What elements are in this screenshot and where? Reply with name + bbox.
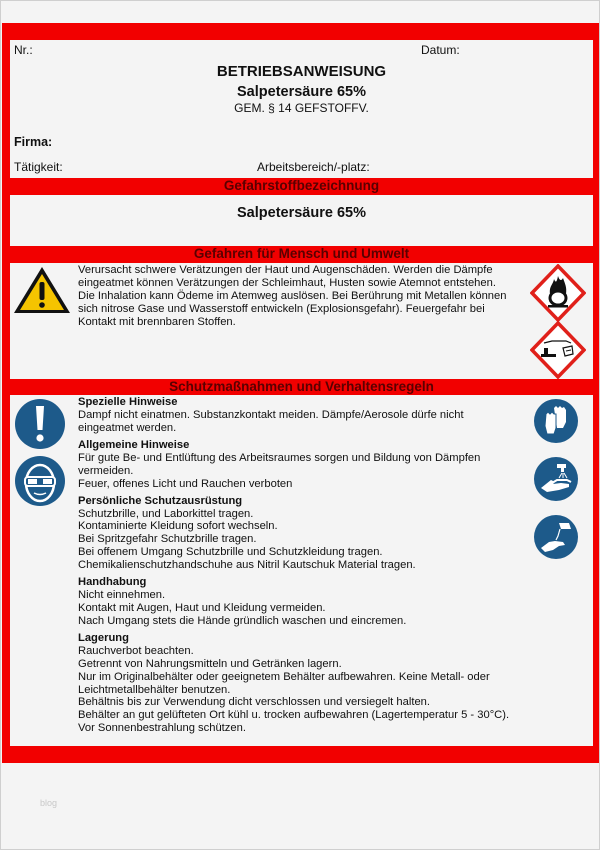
mandatory-general-icon — [14, 398, 66, 450]
eye-protection-icon — [14, 455, 66, 507]
block-line: Getrennt von Nahrungsmitteln und Getränken lagern. — [78, 657, 342, 670]
block-title: Handhabung — [78, 576, 147, 589]
block-title: Persönliche Schutzausrüstung — [78, 494, 243, 507]
regulation-text: GEM. § 14 GEFSTOFFV. — [234, 101, 369, 115]
hazard-line: Verursacht schwere Verätzungen der Haut und Augenschäden. Werden die Dämpfe — [78, 264, 493, 276]
hazard-line: sich nitrose Gase und Wasserstoff entwickeln (Explosionsgefahr). Feuergefahr bei — [78, 302, 485, 315]
block-handling — [78, 576, 509, 628]
block-special-notes — [78, 396, 509, 435]
substance-title: Salpetersäure 65% — [237, 84, 366, 100]
block-general-notes — [78, 439, 509, 491]
block-title: Lagerung — [78, 631, 129, 644]
gloves-icon — [533, 398, 579, 444]
block-line: Kontaminierte Kleidung sofort wechseln. — [78, 520, 278, 533]
substance-panel — [10, 195, 593, 246]
substance-name: Salpetersäure 65% — [237, 205, 366, 221]
hand-cream-icon — [533, 514, 579, 560]
block-line: Für gute Be- und Entlüftung des Arbeitsraumes sorgen und Bildung von Dämpfen — [78, 451, 481, 464]
block-line: Nach Umgang stets die Hände gründlich waschen und eincremen. — [78, 614, 407, 627]
datum-label: Datum: — [421, 43, 460, 57]
block-line: Bei Spritzgefahr Schutzbrille tragen. — [78, 533, 257, 546]
block-line: Behältnis bis zur Verwendung dicht verschlossen und versiegelt halten. — [78, 696, 430, 709]
taetigkeit-label: Tätigkeit: — [14, 160, 63, 174]
page-title: BETRIEBSANWEISUNG — [216, 63, 387, 80]
block-line: Nicht einnehmen. — [78, 589, 166, 602]
block-title: Allgemeine Hinweise — [78, 438, 190, 451]
block-line: vermeiden. — [78, 464, 134, 477]
firma-label: Firma: — [14, 135, 53, 149]
hazards-text — [78, 264, 506, 329]
block-line: Feuer, offenes Licht und Rauchen verboten — [78, 477, 293, 490]
block-line: Bei offenem Umgang Schutzbrille und Schutzkleidung tragen. — [78, 546, 383, 559]
red-frame — [2, 23, 599, 763]
hazard-line: eingeatmet können Verätzungen der Schleimhaut, Husten sowie Atemnot entstehen. — [78, 276, 496, 289]
hazards-panel — [10, 263, 593, 379]
nr-label: Nr.: — [14, 43, 33, 57]
ghs-oxidizing-flame-icon — [530, 264, 586, 322]
block-line: Rauchverbot beachten. — [78, 644, 194, 657]
block-line: Kontakt mit Augen, Haut und Kleidung vermeiden. — [78, 601, 326, 614]
watermark-text: blog — [40, 798, 58, 808]
section-heading-hazards: Gefahren für Mensch und Umwelt — [193, 246, 410, 261]
warning-triangle-icon — [12, 265, 72, 315]
section-heading-substance: Gefahrstoffbezeichnung — [223, 178, 380, 193]
block-line: Vor Sonnenbestrahlung schützen. — [78, 722, 246, 735]
block-line: Dampf nicht einatmen. Substanzkontakt meiden. Dämpfe/Aerosole dürfe nicht — [78, 409, 464, 421]
hazard-line: Kontakt mit brennbaren Stoffen. — [78, 315, 236, 328]
ghs-corrosive-icon — [530, 321, 586, 379]
block-line: Behälter an gut gelüfteten Ort kühl u. trocken aufbewahren (Lagertemperatur 5 - 30°C). — [78, 709, 510, 722]
protection-text — [78, 396, 509, 739]
block-line: Schutzbrille, und Laborkittel tragen. — [78, 507, 254, 520]
block-line: Leichtmetallbehälter benutzen. — [78, 683, 231, 696]
protection-panel — [10, 395, 593, 746]
block-title: Spezielle Hinweise — [78, 396, 178, 408]
block-line: eingeatmet werden. — [78, 421, 177, 434]
block-storage — [78, 632, 509, 735]
block-ppe — [78, 495, 509, 573]
wash-hands-icon — [533, 456, 579, 502]
header-panel — [10, 40, 593, 178]
block-line: Nur im Originalbehälter oder geeignetem Behälter aufbewahren. Keine Metall- oder — [78, 670, 490, 683]
hazard-line: Die Inhalation kann Ödeme im Atemweg auslösen. Bei Berührung mit Metallen können — [78, 289, 507, 302]
arbeitsbereich-label: Arbeitsbereich/-platz: — [257, 160, 370, 174]
section-heading-protection: Schutzmaßnahmen und Verhaltensregeln — [169, 379, 434, 394]
block-line: Chemikalienschutzhandschuhe aus Nitril Kautschuk Material tragen. — [78, 559, 416, 572]
